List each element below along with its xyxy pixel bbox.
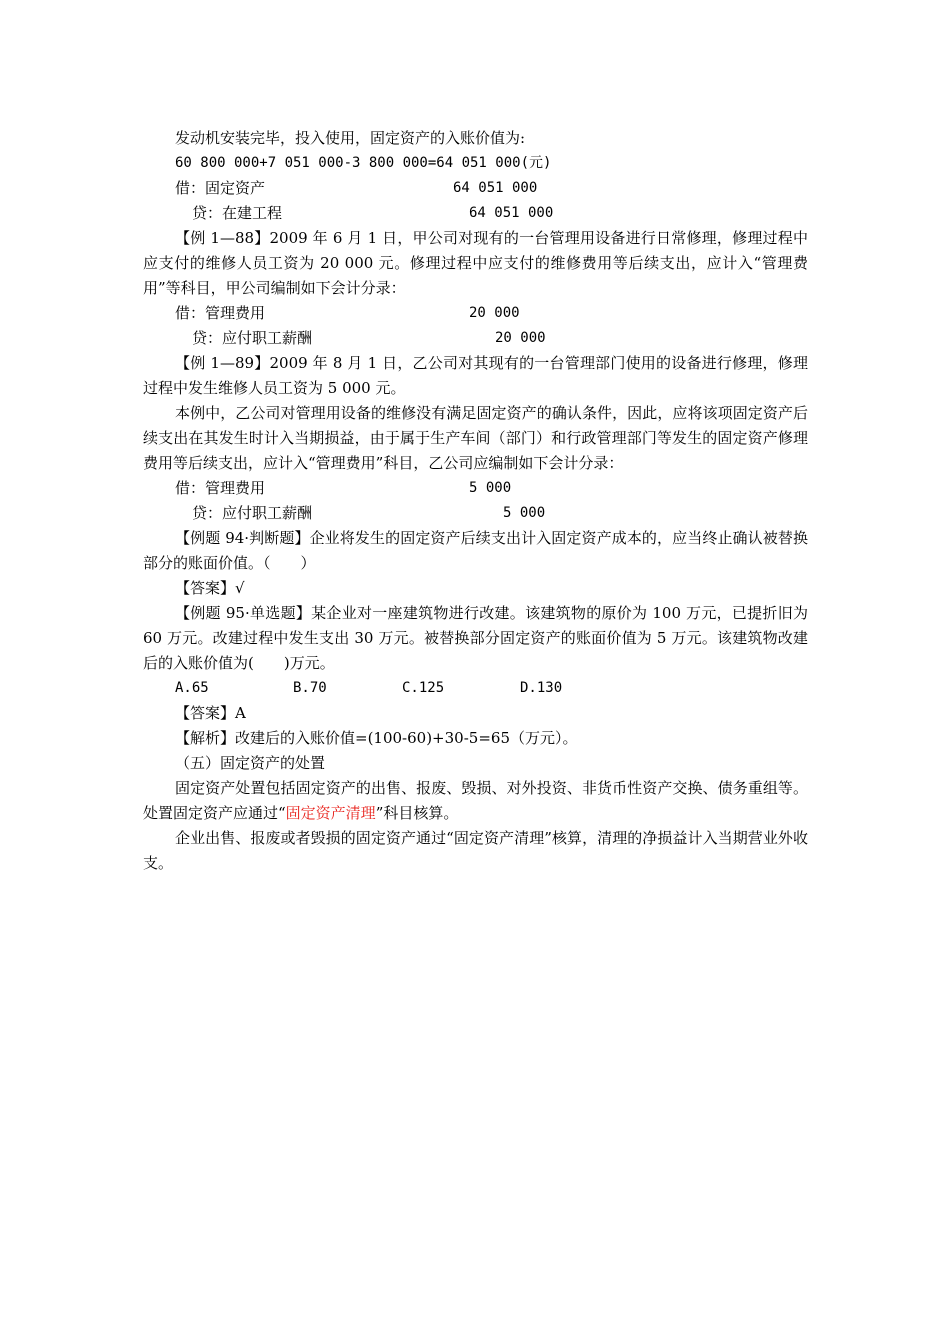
highlight-term: 固定资产清理 (285, 804, 376, 822)
section-heading-disposal: （五）固定资产的处置 (175, 754, 326, 772)
entry-amount: 64 051 000 (469, 205, 554, 221)
disposal-paragraph-2: 企业出售、报废或者毁损的固定资产通过“固定资产清理”核算，清理的净损益计入当期营业外收支。 (143, 829, 808, 872)
example-1-89-body: 本例中，乙公司对管理用设备的维修没有满足固定资产的确认条件，因此，应将该项固定资产后续支出在其发生时计入当期损益，由于属于生产车间（部门）和行政管理部门等发生的固定资产修理费用等后续支出，应计入“管理费用”科目，乙公司应编制如下会计分录： (143, 404, 808, 472)
entry-label: 贷：应付职工薪酬 (192, 329, 313, 347)
question-95: 【例题 95·单选题】某企业对一座建筑物进行改建。该建筑物的原价为 100 万元，已提折旧为 60 万元。改建过程中发生支出 30 万元。被替换部分固定资产的账面价值为 5 万元。该建筑物改建后的入账价值为( )万元。 (143, 604, 808, 672)
entry-label: 借：固定资产 (175, 179, 266, 197)
journal-entry-credit-3 (143, 501, 808, 526)
journal-entry-credit-1 (143, 201, 808, 226)
entry-amount: 5 000 (503, 505, 546, 521)
journal-entry-debit-2 (143, 301, 808, 326)
entry-label: 借：管理费用 (175, 479, 266, 497)
document-body (143, 126, 808, 876)
option-b: B.70 (293, 680, 327, 696)
example-1-89: 【例 1—89】2009 年 8 月 1 日，乙公司对其现有的一台管理部门使用的设备进行修理，修理过程中发生维修人员工资为 5 000 元。 (143, 354, 808, 397)
option-a: A.65 (175, 680, 209, 696)
question-94: 【例题 94·判断题】企业将发生的固定资产后续支出计入固定资产成本的，应当终止确认被替换部分的账面价值。（ ） (143, 529, 808, 572)
question-95-options (143, 676, 808, 701)
entry-label: 贷：应付职工薪酬 (192, 504, 313, 522)
answer-95: 【答案】A (175, 704, 246, 722)
journal-entry-debit-1 (143, 176, 808, 201)
entry-amount: 20 000 (469, 305, 520, 321)
option-c: C.125 (402, 680, 445, 696)
entry-amount: 5 000 (469, 480, 512, 496)
explanation-95: 【解析】改建后的入账价值=(100-60)+30-5=65（万元）。 (175, 729, 578, 747)
journal-entry-debit-3 (143, 476, 808, 501)
disposal-paragraph-1 (143, 776, 808, 826)
entry-label: 借：管理费用 (175, 304, 266, 322)
disposal-text-after: ”科目核算。 (375, 804, 459, 822)
formula-line: 60 800 000+7 051 000-3 800 000=64 051 000(元) (175, 155, 552, 171)
answer-94: 【答案】√ (175, 579, 245, 597)
entry-amount: 20 000 (495, 330, 546, 346)
example-1-88: 【例 1—88】2009 年 6 月 1 日，甲公司对现有的一台管理用设备进行日常修理，修理过程中应支付的维修人员工资为 20 000 元。修理过程中应支付的维修费用等后续支出，应计入“管理费用”等科目，甲公司编制如下会计分录： (143, 229, 808, 297)
entry-label: 贷：在建工程 (192, 204, 283, 222)
entry-amount: 64 051 000 (453, 180, 538, 196)
option-d: D.130 (520, 680, 563, 696)
intro-line: 发动机安装完毕，投入使用，固定资产的入账价值为: (175, 129, 526, 147)
disposal-text-before: 固定资产处置包括固定资产的出售、报废、毁损、对外投资、非货币性资产交换、债务重组等。处置固定资产应通过“ (143, 779, 808, 822)
journal-entry-credit-2 (143, 326, 808, 351)
